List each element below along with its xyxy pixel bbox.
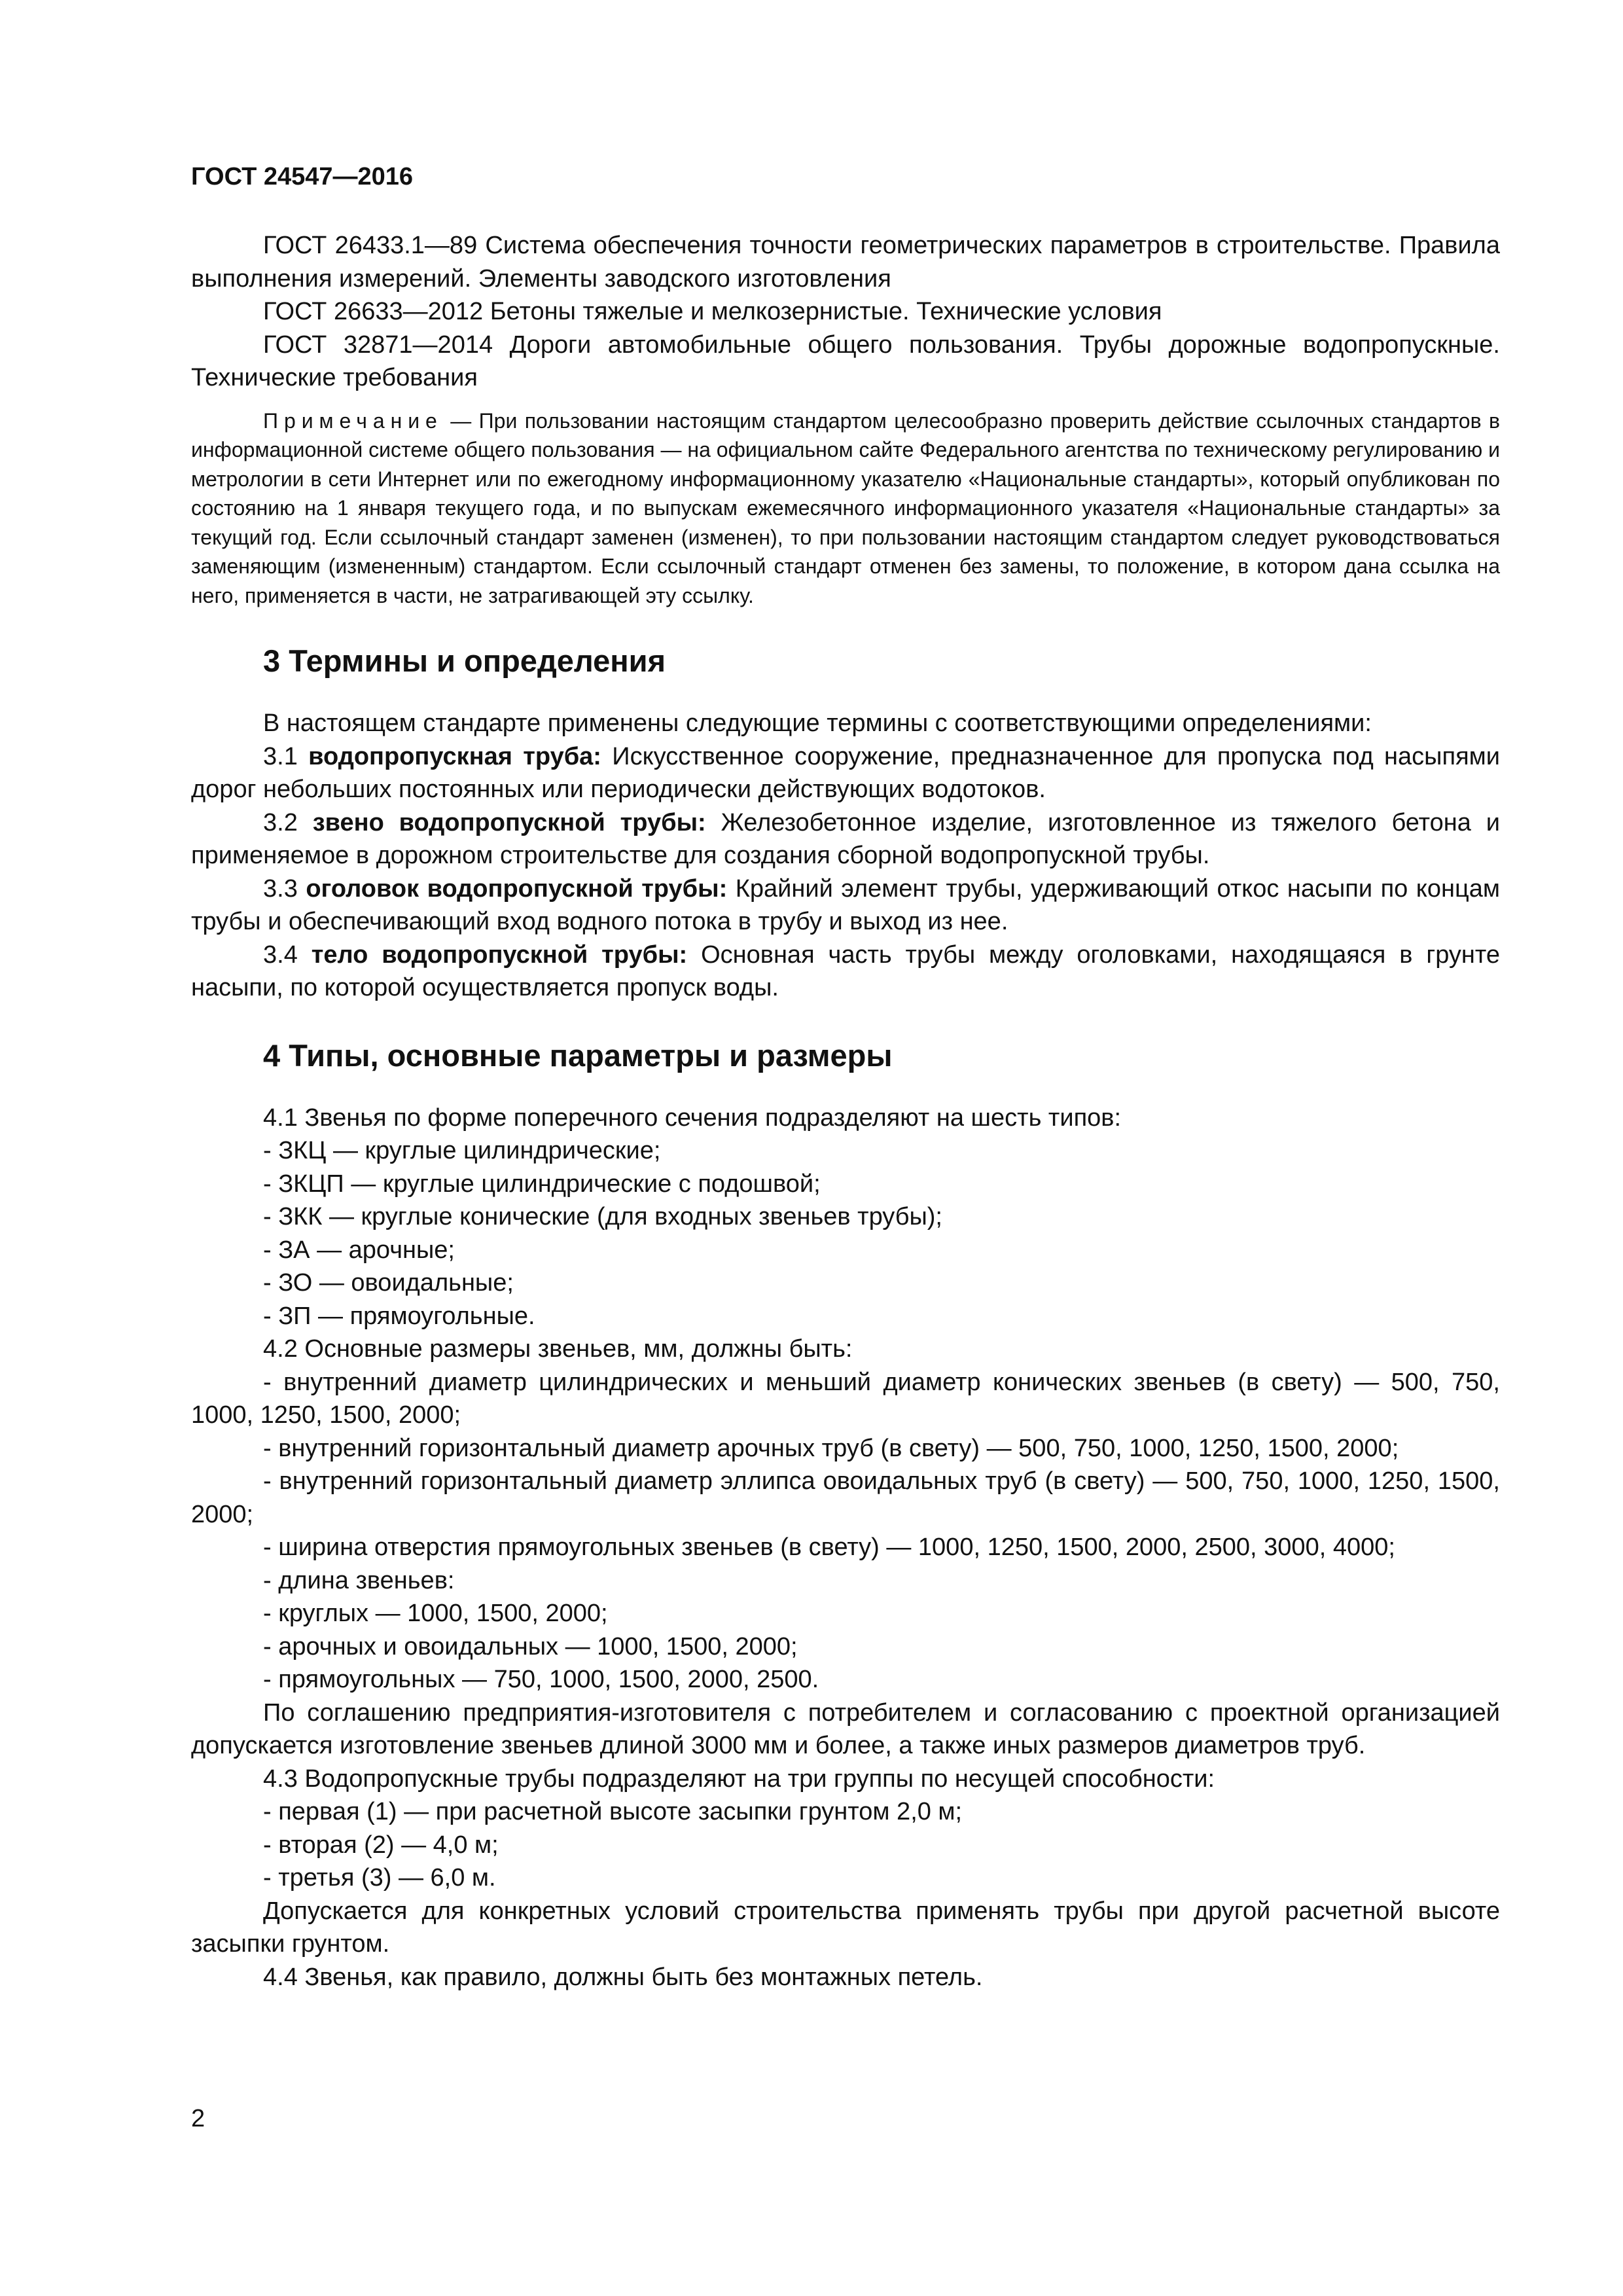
term-definition: Основная часть трубы между оголовками, находящаяся в грунте насыпи, по которой осуществляется пропуск воды.: [191, 941, 1500, 1001]
list-item: - ЗКК — круглые конические (для входных звеньев трубы);: [263, 1203, 942, 1230]
clause-4-4: 4.4 Звенья, как правило, должны быть без монтажных петель.: [263, 1963, 983, 1991]
list-item: - ЗО — овоидальные;: [263, 1269, 514, 1297]
term-definition: Искусственное сооружение, предназначенное для пропуска под насыпями дорог небольших постоянных или периодически действующих водотоков.: [191, 742, 1500, 803]
term-number: 3.3: [263, 874, 298, 903]
term-name: оголовок водопропускной трубы:: [306, 874, 728, 903]
term-3-4: [191, 939, 1500, 1005]
list-item: - круглых — 1000, 1500, 2000;: [263, 1600, 608, 1627]
clause-4-2: 4.2 Основные размеры звеньев, мм, должны быть:: [263, 1335, 853, 1363]
section-3-intro: В настоящем стандарте применены следующие термины с соответствующими определениями:: [263, 709, 1372, 737]
page-body: [191, 151, 1500, 1994]
list-item: - ЗП — прямоугольные.: [263, 1302, 535, 1330]
reference-gost-26433: ГОСТ 26433.1—89 Система обеспечения точности геометрических параметров в строительстве. Правила выполнения измерений. Элементы заводского изготовления: [191, 232, 1500, 293]
agreement-paragraph: По соглашению предприятия-изготовителя с потребителем и согласованию с проектной организацией допускается изготовление звеньев длиной 3000 мм и более, а также иных размеров диаметров труб.: [191, 1698, 1500, 1759]
list-item: - внутренний горизонтальный диаметр эллипса овоидальных труб (в свету) — 500, 750, 1000, 1250, 1500, 2000;: [191, 1467, 1500, 1528]
term-3-3: [191, 872, 1500, 939]
reference-gost-26633: ГОСТ 26633—2012 Бетоны тяжелые и мелкозернистые. Технические условия: [263, 298, 1162, 325]
note-text: — При пользовании настоящим стандартом целесообразно проверить действие ссылочных стандартов в информационной системе общего пользования — на официальном сайте Федерального агентства по техническому регулированию и метрологии в сети Интернет или по ежегодному информационному указателю «Национальные стандарты», который опубликован по состоянию на 1 января текущего года, и по выпускам ежемесячного информационного указателя «Национальные стандарты» за текущий год. Если ссылочный стандарт заменен (изменен), то при пользовании настоящим стандартом следует руководствоваться заменяющим (измененным) стандартом. Если ссылочный стандарт отменен без замены, то положение, в котором дана ссылка на него, применяется в части, не затрагивающей эту ссылку.: [191, 408, 1500, 607]
term-definition: Крайний элемент трубы, удерживающий откос насыпи по концам трубы и обеспечивающий вход водного потока в трубу и выход из нее.: [191, 874, 1500, 935]
list-item: - третья (3) — 6,0 м.: [263, 1864, 496, 1892]
reference-gost-32871: ГОСТ 32871—2014 Дороги автомобильные общего пользования. Трубы дорожные водопропускные. Технические требования: [191, 331, 1500, 391]
list-item: - первая (1) — при расчетной высоте засыпки грунтом 2,0 м;: [263, 1798, 963, 1825]
allowed-paragraph: Допускается для конкретных условий строительства применять трубы при другой расчетной высоте засыпки грунтом.: [191, 1897, 1500, 1958]
term-number: 3.2: [263, 808, 298, 836]
term-name: звено водопропускной трубы:: [312, 808, 706, 836]
page-number: 2: [191, 2105, 205, 2132]
list-item: - ширина отверстия прямоугольных звеньев (в свету) — 1000, 1250, 1500, 2000, 2500, 3000, 4000;: [263, 1534, 1395, 1561]
clause-4-1: 4.1 Звенья по форме поперечного сечения подразделяют на шесть типов:: [263, 1103, 1122, 1132]
section-4-heading: 4 Типы, основные параметры и размеры: [263, 1037, 893, 1073]
section-3-heading: 3 Термины и определения: [263, 643, 666, 678]
term-definition: Железобетонное изделие, изготовленное из тяжелого бетона и применяемое в дорожном строительстве для создания сборной водопропускной трубы.: [191, 808, 1501, 869]
term-number: 3.1: [263, 742, 298, 770]
list-item: - ЗКЦ — круглые цилиндрические;: [263, 1137, 661, 1164]
note-label: Примечание: [263, 408, 443, 433]
list-item: - прямоугольных — 750, 1000, 1500, 2000, 2500.: [263, 1666, 819, 1693]
document-header: ГОСТ 24547—2016: [191, 163, 414, 190]
term-name: тело водопропускной трубы:: [311, 941, 688, 969]
term-3-2: [191, 806, 1500, 872]
list-item: - внутренний горизонтальный диаметр арочных труб (в свету) — 500, 750, 1000, 1250, 1500, 2000;: [263, 1434, 1399, 1462]
list-item: - ЗКЦП — круглые цилиндрические с подошвой;: [263, 1170, 821, 1198]
list-item: - длина звеньев:: [263, 1566, 455, 1594]
list-item: - вторая (2) — 4,0 м;: [263, 1831, 499, 1859]
term-name: водопропускная труба:: [308, 742, 601, 770]
list-item: - арочных и овоидальных — 1000, 1500, 2000;: [263, 1632, 798, 1660]
clause-4-3: 4.3 Водопропускные трубы подразделяют на три группы по несущей способности:: [263, 1765, 1215, 1793]
list-item: - ЗА — арочные;: [263, 1236, 455, 1264]
term-number: 3.4: [263, 941, 298, 969]
reference-note: [191, 406, 1500, 611]
term-3-1: [191, 740, 1500, 806]
list-item: - внутренний диаметр цилиндрических и меньший диаметр конических звеньев (в свету) — 500, 750, 1000, 1250, 1500, 2000;: [191, 1368, 1500, 1429]
